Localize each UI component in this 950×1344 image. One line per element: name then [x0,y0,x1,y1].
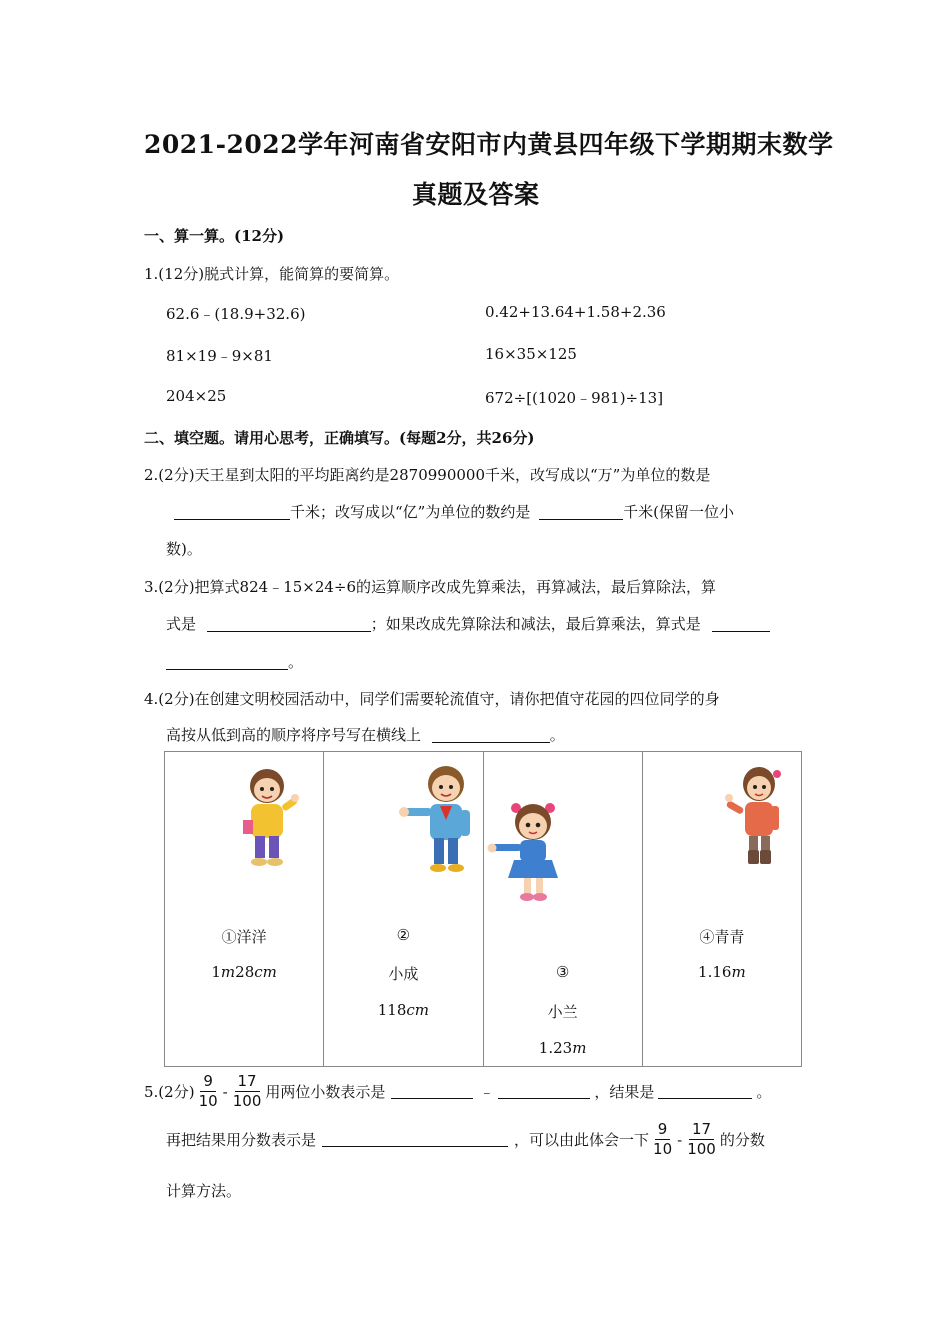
q5-blank-3[interactable] [658,1084,752,1099]
q1-expr-1: 62.6﹣(18.9+32.6) [166,305,306,323]
fraction-17-100-b: $\frac{17}{100}$ [687,1120,716,1158]
section1-heading: 一、算一算。(12分) [144,227,285,245]
kid-4-label: ④青青 [699,928,745,946]
kid-cell-3 [483,752,642,1067]
kid-1-height: 1m28cm [211,963,277,981]
kid-4-height: 1.16m [698,963,746,981]
fraction-9-10: $\frac{9}{10}$ [198,1072,218,1110]
q2-blank-1[interactable] [174,505,290,520]
doc-title-line2: 真题及答案 [412,180,540,209]
q3-line2: 式是 ；如果改成先算除法和减法，最后算乘法，算式是 [166,613,770,634]
q5-line1: 5.(2分) $\frac{9}{10}$ - $\frac{17}{100}$ 用两位小数表示是 ﹣ ，结果是 。 [144,1072,772,1110]
kid-2-label: ② [396,926,411,944]
q1-expr-2: 0.42+13.64+1.58+2.36 [485,303,666,321]
q3-blank-2b[interactable] [166,655,288,670]
q5-line3: 计算方法。 [166,1182,242,1200]
boy-xiaocheng-illustration [396,760,486,880]
kid-2-height: 118cm [377,1001,429,1019]
kid-3-name: 小兰 [547,1003,578,1021]
q2-blank-2[interactable] [539,505,623,520]
q5-blank-2[interactable] [498,1084,590,1099]
q3-line1: 3.(2分)把算式824﹣15×24÷6的运算顺序改成先算乘法，再算减法，最后算除法，算 [144,578,717,596]
doc-title-line1: 2021-2022学年河南省安阳市内黄县四年级下学期期末数学 [144,130,834,159]
q4-line2: 高按从低到高的顺序将序号写在横线上 。 [166,726,565,744]
kid-cell-4 [642,752,801,1067]
q5-line2: 再把结果用分数表示是 ，可以由此体会一下 $\frac{9}{10}$ - $\frac{17}{100}$ 的分数 [166,1120,765,1158]
girl-qingqing-illustration [721,760,791,875]
q5-blank-1[interactable] [391,1084,473,1099]
kid-cell-2 [324,752,483,1067]
girl-xiaolan-illustration [486,794,576,909]
q2-line1: 2.(2分)天王星到太阳的平均距离约是2870990000千米，改写成以“万”为单位的数是 [144,466,711,484]
q1-stem: 1.(12分)脱式计算，能简算的要简算。 [144,265,400,283]
kid-cell-1 [165,752,324,1067]
q2-line3: 数)。 [166,540,202,558]
fraction-9-10-b: $\frac{9}{10}$ [653,1120,673,1158]
q1-expr-4: 16×35×125 [485,345,577,363]
q1-expr-6: 672÷[(1020﹣981)÷13] [485,389,664,407]
q1-expr-5: 204×25 [166,387,227,405]
kid-3-height: 1.23m [538,1039,587,1057]
q1-expr-3: 81×19﹣9×81 [166,347,273,365]
kid-1-label: ①洋洋 [221,928,267,946]
kids-height-table [164,751,802,1067]
boy-yangyang-illustration [237,764,317,874]
fraction-17-100: $\frac{17}{100}$ [232,1072,262,1110]
q3-line3: 。 [166,651,303,672]
q2-line2: 千米；改写成以“亿”为单位的数约是 千米(保留一位小 [174,501,734,522]
kid-3-label: ③ [555,963,570,981]
section2-heading: 二、填空题。请用心思考，正确填写。(每题2分，共26分) [144,429,535,447]
q3-blank-1[interactable] [207,617,371,632]
kid-2-name: 小成 [388,965,419,983]
q4-blank[interactable] [432,728,550,743]
q3-blank-2a[interactable] [712,617,770,632]
q5-blank-4[interactable] [322,1132,508,1147]
q4-line1: 4.(2分)在创建文明校园活动中，同学们需要轮流值守，请你把值守花园的四位同学的身 [144,690,720,708]
